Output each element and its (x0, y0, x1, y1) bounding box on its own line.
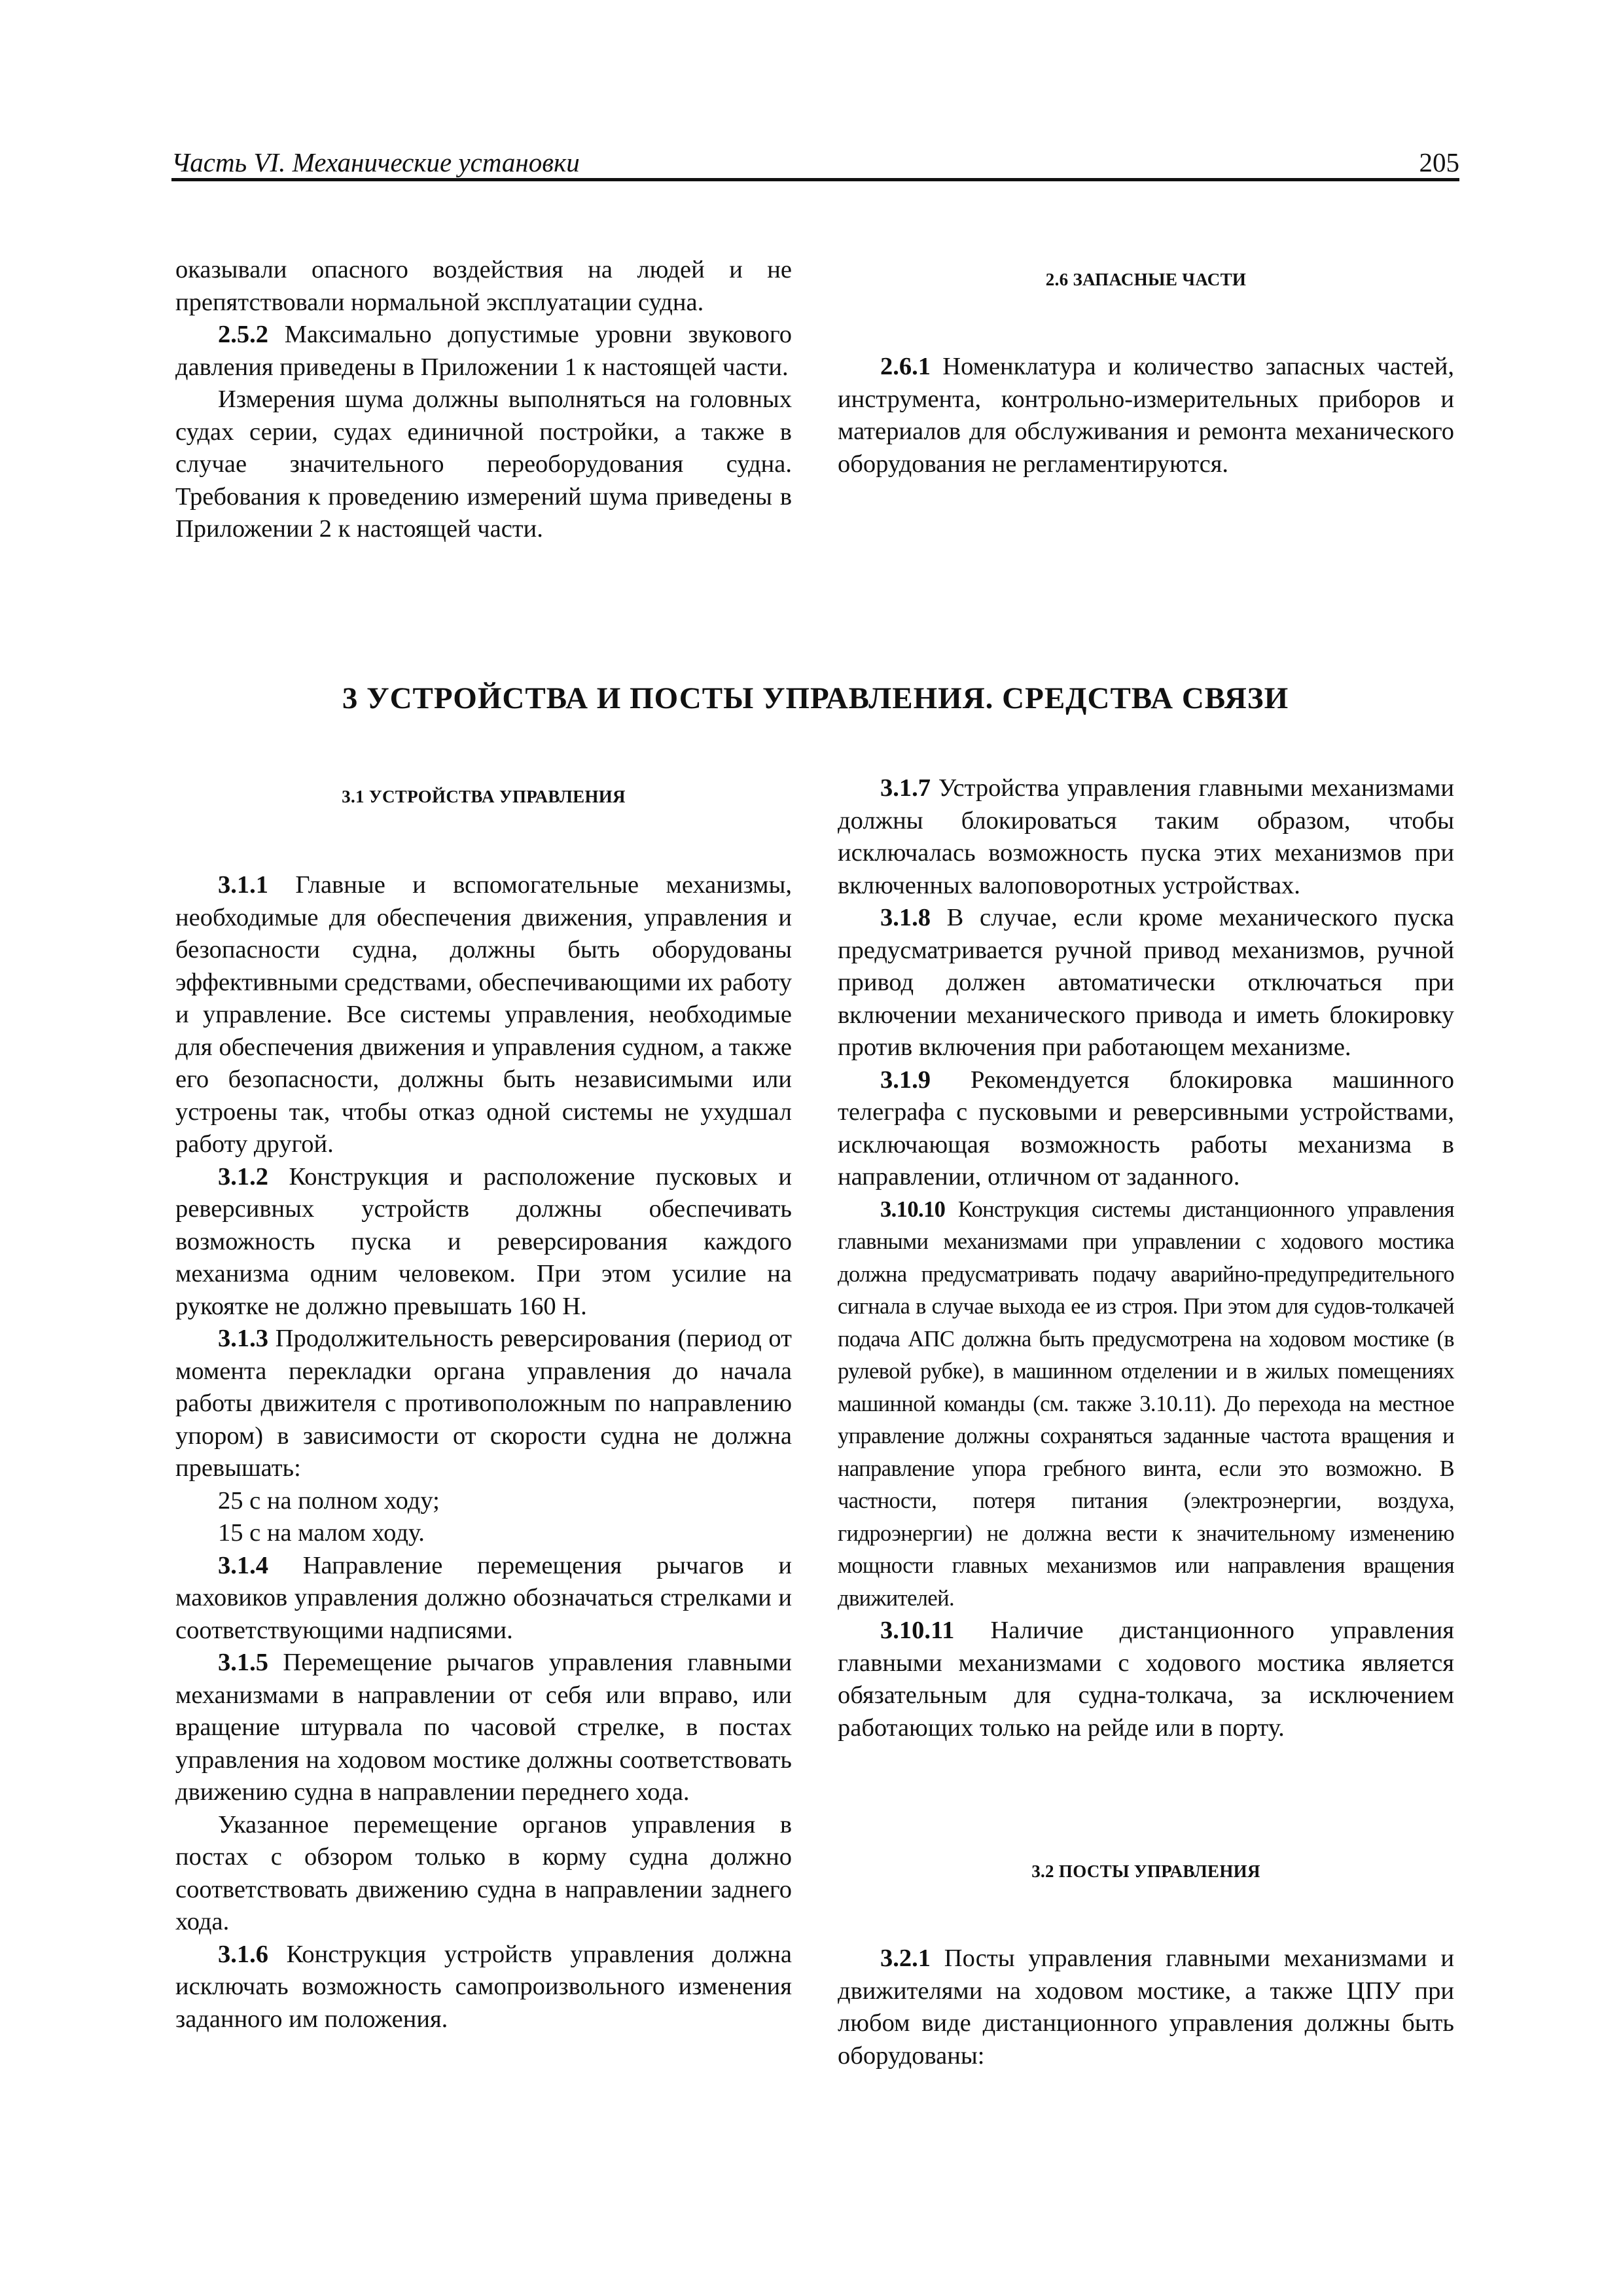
paragraph-3-1-7 (838, 772, 1454, 902)
clause-number: 2.6.1 (880, 353, 931, 380)
right-column (838, 772, 1454, 1744)
clause-text: Рекомендуется блокировка машинного телеграфа с пусковыми и реверсивными устройствами, исключающая возможность работы механизма в направлении, отличном от заданного. (838, 1066, 1454, 1191)
paragraph-3-1-1 (175, 869, 792, 1161)
section-heading-3-2: 3.2 ПОСТЫ УПРАВЛЕНИЯ (1031, 1861, 1260, 1881)
clause-number: 3.1.7 (880, 774, 931, 802)
paragraph-3-1-5 (175, 1647, 792, 1809)
list-item-full-speed: 25 с на полном ходу; (218, 1486, 440, 1515)
clause-text: Максимально допустимые уровни звукового давления приведены в Приложении 1 к настоящей части. (175, 321, 792, 381)
paragraph-noise-measurement: Измерения шума должны выполняться на головных судах серии, судах единичной постройки, а также в случае значительного переоборудования судна. Требования к проведению измерений шума приведены в Приложении 2 к настоящей части. (175, 386, 792, 543)
clause-text: Устройства управления главными механизмами должны блокироваться таким образом, чтобы исключалась возможность пуска этих механизмов при включенных валоповоротных устройствах. (838, 774, 1454, 899)
clause-text: Направление перемещения рычагов и маховиков управления должно обозначаться стрелками и соответствующими надписями. (175, 1551, 792, 1644)
clause-number: 3.1.4 (218, 1551, 268, 1579)
top-left-column (175, 254, 792, 546)
clause-number: 3.1.5 (218, 1649, 268, 1676)
paragraph-3-1-4 (175, 1550, 792, 1647)
paragraph-continuation: оказывали опасного воздействия на людей и не препятствовали нормальной эксплуатации судна. (175, 256, 792, 316)
clause-number: 3.10.10 (880, 1196, 946, 1222)
top-right-column (838, 351, 1454, 480)
clause-number: 3.10.11 (880, 1617, 955, 1644)
paragraph-2-6-1 (838, 351, 1454, 480)
running-title: Часть VI. Механические установки (171, 147, 580, 177)
header-rule (171, 178, 1459, 181)
clause-text: Главные и вспомогательные механизмы, необходимые для обеспечения движения, управления и безопасности судна, должны быть оборудованы эффективными средствами, обеспечивающими их работу и управление. Все системы управления, необходимые для обеспечения движения и управления судном, а также его безопасности, должны быть независимыми или устроены так, чтобы отказ одной системы не ухудшал работу другой. (175, 871, 792, 1158)
clause-number: 3.2.1 (880, 1945, 931, 1972)
clause-number: 3.1.6 (218, 1940, 268, 1968)
clause-text: В случае, если кроме механического пуска предусматривается ручной привод механизмов, ручной привод должен автоматически отключаться при включении механического привода и иметь блокировку против включения при работающем механизме. (838, 904, 1454, 1061)
clause-number: 3.1.3 (218, 1325, 268, 1352)
paragraph-3-1-5-continued: Указанное перемещение органов управления в постах с обзором только в корму судна должно соответствовать движению судна в направлении заднего хода. (175, 1810, 792, 1935)
clause-text: Конструкция системы дистанционного управления главными механизмами при управлении с ходового мостика должна предусматривать подачу аварийно-предупредительного сигнала в случае выхода ее из строя. При этом для судов-толкачей подача АПС должна быть предусмотрена на ходовом мостике (в рулевой рубке), в машинном отделении и в жилых помещениях машинной команды (см. также 3.10.11). До перехода на местное управление должны сохраняться заданные частота вращения и направление упора гребного винта, если это возможно. В частности, потеря питания (электроэнергии, воздуха, гидроэнергии) не должна вести к значительному изменению мощности главных механизмов или направления вращения движителей. (838, 1196, 1454, 1611)
list-item-slow-speed: 15 с на малом ходу. (218, 1519, 425, 1547)
clause-text: Продолжительность реверсирования (период от момента перекладки органа управления до начала работы движителя с противоположным по направлению упором) в зависимости от скорости судна не должна превышать: (175, 1325, 792, 1482)
paragraph-3-1-9 (838, 1064, 1454, 1194)
paragraph-2-5-2 (175, 319, 792, 384)
clause-text: Перемещение рычагов управления главными механизмами в направлении от себя или вправо, или вращение штурвала по часовой стрелке, в постах управления на ходовом мостике должны соответствовать движению судна в направлении переднего хода. (175, 1649, 792, 1806)
paragraph-3-10-11 (838, 1615, 1454, 1744)
clause-number: 3.1.9 (880, 1066, 931, 1094)
section-heading-2-6: 2.6 ЗАПАСНЫЕ ЧАСТИ (1045, 270, 1247, 289)
clause-number: 3.1.8 (880, 904, 931, 931)
paragraph-3-1-8 (838, 902, 1454, 1064)
paragraph-3-1-3 (175, 1323, 792, 1485)
section-heading-3-1: 3.1 УСТРОЙСТВА УПРАВЛЕНИЯ (342, 787, 626, 806)
clause-text: Номенклатура и количество запасных частей, инструмента, контрольно-измерительных приборов и материалов для обслуживания и ремонта механического оборудования не регламентируются. (838, 353, 1454, 478)
left-column (175, 869, 792, 2036)
paragraph-3-2-1 (838, 1943, 1454, 2072)
clause-number: 3.1.1 (218, 871, 268, 899)
paragraph-3-1-2 (175, 1161, 792, 1323)
clause-number: 3.1.2 (218, 1162, 268, 1191)
clause-number: 2.5.2 (218, 321, 268, 348)
chapter-title: 3 УСТРОЙСТВА И ПОСТЫ УПРАВЛЕНИЯ. СРЕДСТВА СВЯЗИ (342, 681, 1289, 715)
clause-text: Конструкция и расположение пусковых и реверсивных устройств должны обеспечивать возможность пуска и реверсирования каждого механизма одним человеком. При этом усилие на рукоятке не должно превышать 160 Н. (175, 1162, 792, 1320)
running-header (171, 145, 1459, 182)
clause-text: Конструкция устройств управления должна исключать возможность самопроизвольного изменения заданного им положения. (175, 1940, 792, 2033)
clause-text: Наличие дистанционного управления главными механизмами с ходового мостика является обязательным для судна-толкача, за исключением работающих только на рейде или в порту. (838, 1617, 1454, 1742)
page-number: 205 (1419, 147, 1459, 177)
right-column-lower (838, 1943, 1454, 2072)
paragraph-3-10-10 (838, 1194, 1454, 1615)
clause-text: Посты управления главными механизмами и движителями на ходовом мостике, а также ЦПУ при любом виде дистанционного управления должны быть оборудованы: (838, 1945, 1454, 2070)
paragraph-3-1-6 (175, 1939, 792, 2036)
